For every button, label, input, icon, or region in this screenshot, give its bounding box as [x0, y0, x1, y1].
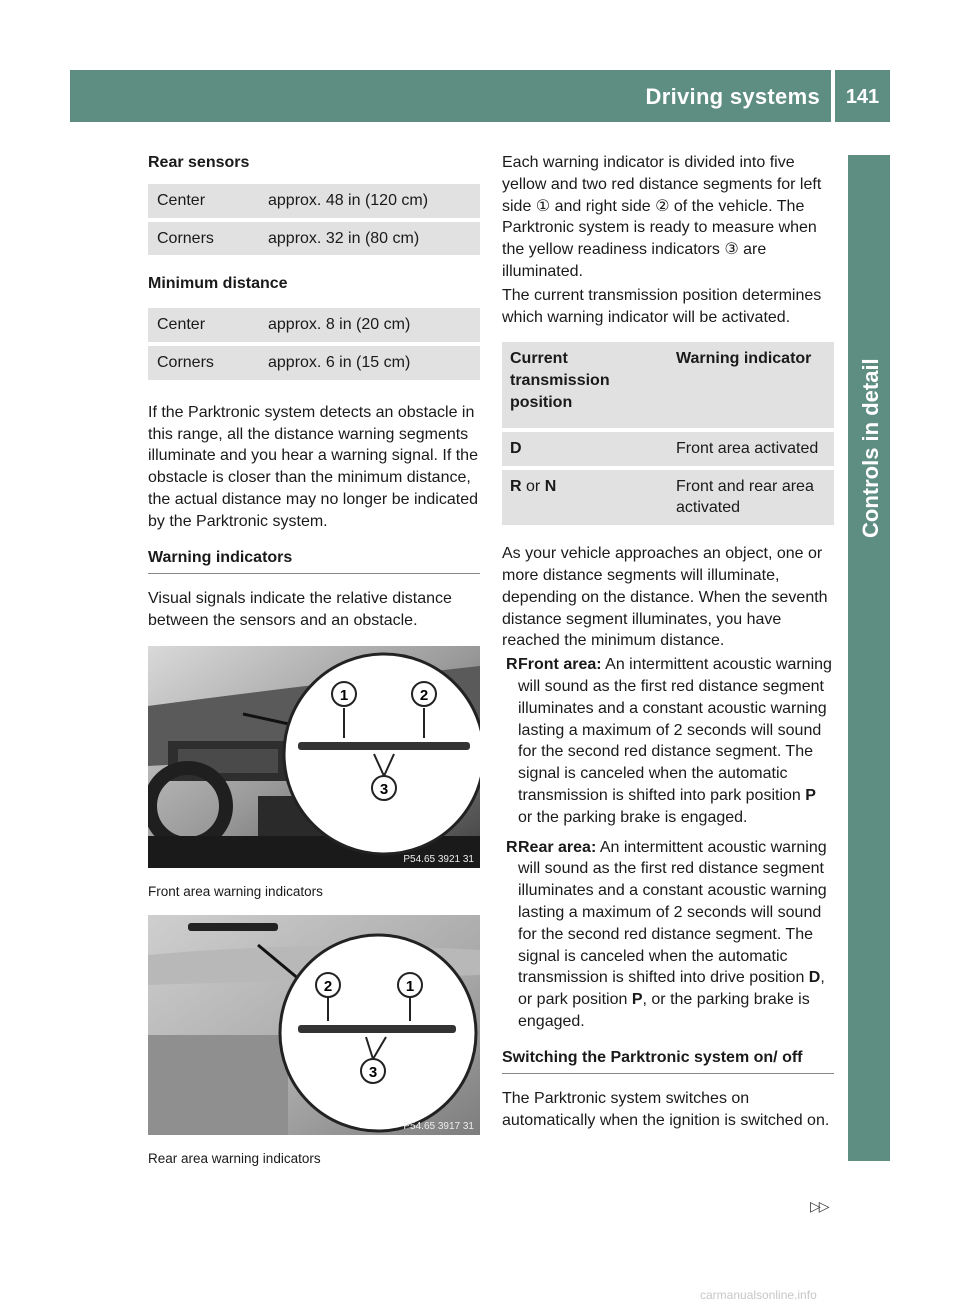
obstacle-paragraph: If the Parktronic system detects an obstacle in this range, all the distance warning segments illuminate and you hear a warning signal. If the obstacle is closer than the minimum distance, the actual distance may no longer be indicated by the Parktronic system. [148, 403, 478, 530]
bullet-title: Rear area: [518, 838, 597, 856]
min-distance-table [148, 304, 480, 384]
side-tab-label: Controls in detail [858, 358, 883, 538]
approach-paragraph: As your vehicle approaches an object, one or more distance segments will illuminate, depending on the distance. When the seventh distance segment illuminates, you have reached the minimum distance. [502, 545, 828, 650]
bullet-icon: R [506, 656, 518, 674]
callout-2: 2 [323, 977, 333, 995]
table-cell-label: Center [148, 184, 259, 218]
bullet-position: D [808, 969, 821, 987]
bullet-title: Front area: [518, 656, 602, 674]
figure-code: P54.65 3917 31 [403, 1120, 474, 1132]
table-cell-value: approx. 32 in (80 cm) [259, 222, 480, 256]
left-column [148, 152, 480, 1168]
rear-figure-caption: Rear area warning indicators [148, 1150, 321, 1166]
callout-3: 3 [379, 780, 389, 798]
bullet-text: or the parking brake is engaged. [518, 808, 748, 826]
callout-1: 1 [405, 977, 415, 995]
rear-indicators-figure [148, 915, 480, 1168]
bullet-rear-area [502, 837, 834, 1033]
visual-signals-paragraph: Visual signals indicate the relative distance between the sensors and an obstacle. [148, 590, 452, 630]
bullet-text: An intermittent acoustic warning will sound as the first red distance segment illuminates and a constant acoustic warning lasting a maximum of 2 seconds will sound for the second red distance segment. The signal is canceled when the automatic transmission is shifted into park position [518, 656, 832, 804]
table-row [148, 346, 480, 380]
bullet-position: P [805, 786, 816, 804]
table-row [148, 308, 480, 342]
bullet-text: , or park position [518, 969, 825, 1009]
bullet-text: , or the parking brake is engaged. [518, 991, 810, 1030]
table-row [502, 432, 834, 466]
position-n: N [544, 477, 557, 495]
front-indicators-figure [148, 646, 480, 901]
position-r: R [510, 477, 522, 495]
intro-paragraph-1: Each warning indicator is divided into five yellow and two red distance segments for left side ① and right side ② of the vehicle. The Parktronic system is ready to measure when the yellow readiness indicators ③ are illuminated. [502, 154, 822, 280]
switching-paragraph: The Parktronic system switches on automatically when the ignition is switched on. [502, 1090, 830, 1130]
rear-interior-illustration [148, 915, 480, 1135]
min-distance-heading: Minimum distance [148, 275, 288, 293]
table-row [148, 222, 480, 256]
table-cell-value: approx. 8 in (20 cm) [259, 308, 480, 342]
table-cell-label: Corners [148, 222, 259, 256]
table-cell-label: Corners [148, 346, 259, 380]
section-title: Driving systems [645, 84, 820, 109]
table-cell-value: approx. 48 in (120 cm) [259, 184, 480, 218]
col-header-indicator: Warning indicator [668, 342, 834, 427]
table-cell-position [502, 470, 668, 526]
bullet-text: An intermittent acoustic warning will sound as the first red distance segment illuminates and a constant acoustic warning lasting a maximum of 2 seconds will sound for the second red distance segment. The signal is canceled when the automatic transmission is shifted into drive position [518, 838, 827, 987]
callout-1: 1 [339, 686, 349, 704]
table-row [148, 184, 480, 218]
table-cell-label: Center [148, 308, 259, 342]
callout-2: 2 [419, 686, 429, 704]
bullet-position: P [631, 991, 643, 1009]
figure-code: P54.65 3921 31 [403, 853, 474, 865]
watermark: carmanualsonline.info [700, 1288, 817, 1302]
table-cell-value: approx. 6 in (15 cm) [259, 346, 480, 380]
table-row [502, 470, 834, 526]
rear-sensors-table [148, 180, 480, 260]
table-cell-indicator: Front and rear area activated [668, 470, 834, 526]
position-or: or [521, 477, 545, 495]
page-number: 141 [845, 86, 880, 108]
front-dashboard-illustration [148, 646, 480, 868]
warning-indicators-heading: Warning indicators [148, 547, 480, 575]
switching-heading: Switching the Parktronic system on/ off [502, 1047, 834, 1075]
table-cell-indicator: Front area activated [668, 432, 834, 466]
transmission-table [502, 338, 834, 529]
intro-paragraph-2: The current transmission position determines which warning indicator will be activated. [502, 286, 822, 326]
callout-3: 3 [368, 1063, 378, 1081]
rear-sensors-heading: Rear sensors [148, 154, 250, 171]
col-header-position: Current transmission position [502, 342, 668, 427]
table-cell-position: D [502, 432, 668, 466]
right-column [502, 152, 834, 1132]
bullet-icon: R [506, 838, 518, 856]
front-figure-caption: Front area warning indicators [148, 883, 323, 899]
table-header-row [502, 342, 834, 427]
continue-arrow-icon: ▷▷ [810, 1198, 828, 1214]
bullet-front-area [502, 654, 834, 828]
